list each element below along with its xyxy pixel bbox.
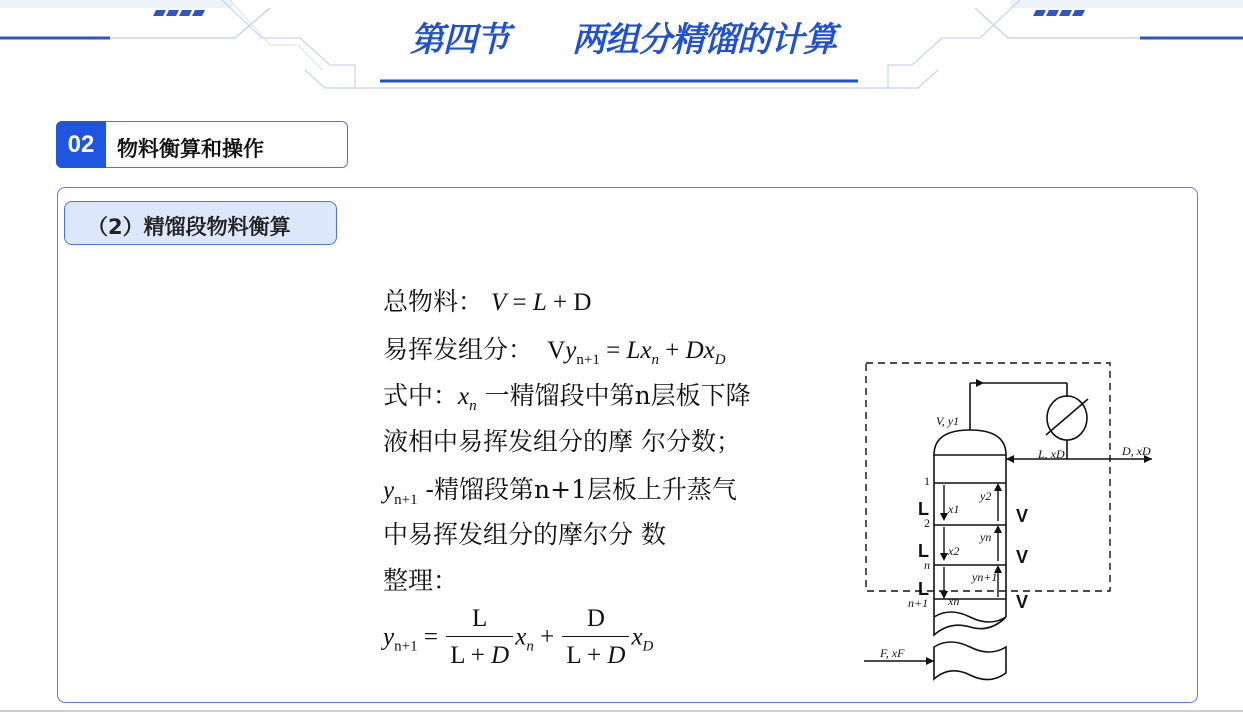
yn-definition-2: 中易挥发组分的摩尔分 数 [383, 520, 666, 549]
subsection-title: （2）精馏段物料衡算 [87, 215, 291, 239]
section-header [56, 121, 348, 168]
total-equation: V [490, 289, 507, 316]
label-vapor-1: V [1016, 506, 1029, 526]
where-label: 式中： [383, 381, 459, 410]
label-liquid-1: L [918, 499, 929, 519]
label-xn: xn [948, 594, 960, 608]
operating-line-equation: $y_{n+1}$ = $\frac{L}{L + D}$ $x_n$ + $\frac{D}{L + D}$ $x_D$ [383, 602, 653, 674]
title-section: 第四节 [410, 20, 509, 60]
label-plate-2: 2 [924, 516, 930, 530]
label-plate-n1: n+1 [908, 596, 929, 610]
fraction-distillate: $\frac{D}{L + D}$ [562, 602, 629, 674]
total-label: 总物料： [383, 287, 484, 316]
label-yn: yn [980, 530, 992, 544]
fraction-reflux: $\frac{L}{L + D}$ [446, 602, 513, 674]
label-y2: y2 [980, 489, 992, 503]
label-x1: x1 [948, 502, 960, 516]
subsection-header [64, 201, 337, 245]
page-title [0, 12, 1243, 64]
section-title: 物料衡算和操作 [117, 137, 264, 161]
label-plate-n: n [924, 558, 930, 572]
label-x2: x2 [948, 544, 960, 558]
xn-definition: 式中：$x_n$ 一精馏段中第n层板下降 [383, 381, 751, 414]
section-number: 02 [56, 121, 106, 168]
yn-definition: $y_{n+1}$ -精馏段第n+1层板上升蒸气 [383, 475, 737, 508]
label-liquid-2: L [918, 541, 929, 561]
xn-definition-2: 液相中易挥发组分的摩 尔分数； [383, 427, 741, 456]
footer-divider [0, 710, 1243, 712]
label-vapor-top: V, y1 [936, 414, 960, 428]
rearrange-label: 整理： [383, 566, 459, 595]
component-balance-line: 易挥发组分： $Vy_{n+1} = Lx_n + Dx_D$ [383, 335, 726, 368]
xn-description: 一精馏段中第n层板下降 [484, 381, 751, 410]
label-vapor-3: V [1016, 592, 1029, 612]
label-feed: F, xF [880, 646, 905, 660]
label-yn1: yn+1 [972, 570, 998, 584]
label-reflux: L, xD [1038, 447, 1065, 461]
label-distillate: D, xD [1122, 444, 1151, 458]
label-liquid-3: L [918, 579, 929, 599]
volatile-label: 易挥发组分： [383, 335, 534, 364]
total-balance-line: 总物料： V = L + D [383, 287, 592, 316]
distillation-column-diagram [860, 355, 1160, 700]
label-plate-1: 1 [924, 474, 930, 488]
label-vapor-2: V [1016, 547, 1029, 567]
yn-description: -精馏段第n+1层板上升蒸气 [425, 475, 737, 504]
title-text: 两组分精馏的计算 [572, 20, 836, 60]
component-equation: V [540, 337, 566, 364]
